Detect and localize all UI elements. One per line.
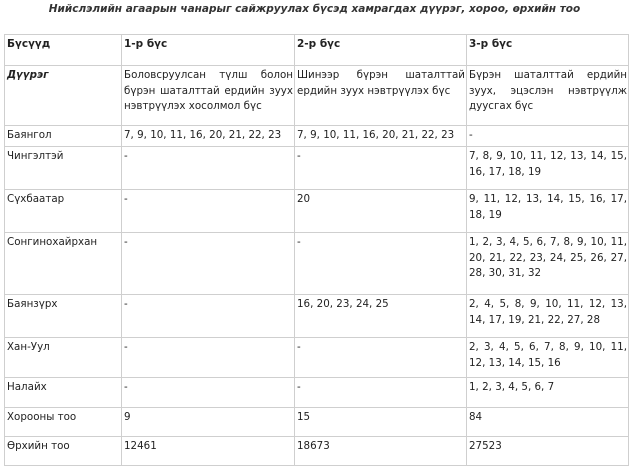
table-row <box>5 126 629 147</box>
district-name: Хан-Уул <box>5 338 122 378</box>
zone1-cell: - <box>122 190 295 233</box>
district-name: Баянзүрх <box>5 295 122 338</box>
zone2-total: 15 <box>295 408 467 437</box>
zone2-cell: 7, 9, 10, 11, 16, 20, 21, 22, 23 <box>295 126 467 147</box>
zone1-cell: - <box>122 338 295 378</box>
zone1-desc: Боловсруулсан түлш болон бүрэн шаталттай ердийн зуух нэвтрүүлэх хосолмол бүс <box>122 66 295 126</box>
district-name: Чингэлтэй <box>5 147 122 190</box>
zone1-cell: 7, 9, 10, 11, 16, 20, 21, 22, 23 <box>122 126 295 147</box>
zone2-cell: - <box>295 378 467 408</box>
zones-header-cell: Бүсүүд <box>5 35 122 66</box>
zone3-desc: Бүрэн шаталттай ердийн зуух, эцэслэн нэвтрүүлж дуусгах бүс <box>467 66 629 126</box>
zone2-total: 18673 <box>295 437 467 466</box>
zone3-cell: 1, 2, 3, 4, 5, 6, 7, 8, 9, 10, 11, 20, 21, 22, 23, 24, 25, 26, 27, 28, 30, 31, 32 <box>467 233 629 295</box>
header-row-zones <box>5 35 629 66</box>
zone1-cell: - <box>122 233 295 295</box>
table-row <box>5 378 629 408</box>
zone3-cell: - <box>467 126 629 147</box>
district-name: Сүхбаатар <box>5 190 122 233</box>
zone3-cell: 2, 4, 5, 8, 9, 10, 11, 12, 13, 14, 17, 19, 21, 22, 27, 28 <box>467 295 629 338</box>
zone1-cell: - <box>122 295 295 338</box>
zone2-cell: - <box>295 338 467 378</box>
zone1-name: 1-р бүс <box>122 35 295 66</box>
zone3-name: 3-р бүс <box>467 35 629 66</box>
totals-label: Өрхийн тоо <box>5 437 122 466</box>
zones-table <box>4 34 629 466</box>
zone2-cell: 20 <box>295 190 467 233</box>
zone2-cell: 16, 20, 23, 24, 25 <box>295 295 467 338</box>
table-row <box>5 233 629 295</box>
zone1-total: 9 <box>122 408 295 437</box>
table-row <box>5 338 629 378</box>
zone1-cell: - <box>122 147 295 190</box>
totals-label: Хорооны тоо <box>5 408 122 437</box>
zone2-desc: Шинээр бүрэн шаталттай ердийн зуух нэвтрүүлэх бүс <box>295 66 467 126</box>
totals-row <box>5 437 629 466</box>
district-name: Сонгинохайрхан <box>5 233 122 295</box>
zone3-cell: 9, 11, 12, 13, 14, 15, 16, 17, 18, 19 <box>467 190 629 233</box>
zone1-cell: - <box>122 378 295 408</box>
zone3-cell: 7, 8, 9, 10, 11, 12, 13, 14, 15, 16, 17, 18, 19 <box>467 147 629 190</box>
zone3-cell: 1, 2, 3, 4, 5, 6, 7 <box>467 378 629 408</box>
page-title: Нийслэлийн агаарын чанарыг сайжруулах бүсэд хамрагдах дүүрэг, хороо, өрхийн тоо <box>48 3 581 15</box>
zone2-cell: - <box>295 147 467 190</box>
zone3-total: 27523 <box>467 437 629 466</box>
district-name: Налайх <box>5 378 122 408</box>
zone2-cell: - <box>295 233 467 295</box>
table-row <box>5 147 629 190</box>
zone3-total: 84 <box>467 408 629 437</box>
zone3-cell: 2, 3, 4, 5, 6, 7, 8, 9, 10, 11, 12, 13, 14, 15, 16 <box>467 338 629 378</box>
table-row <box>5 295 629 338</box>
zone1-total: 12461 <box>122 437 295 466</box>
totals-row <box>5 408 629 437</box>
district-name: Баянгол <box>5 126 122 147</box>
header-row-desc <box>5 66 629 126</box>
zone2-name: 2-р бүс <box>295 35 467 66</box>
district-header-cell: Дүүрэг <box>5 66 122 126</box>
table-row <box>5 190 629 233</box>
